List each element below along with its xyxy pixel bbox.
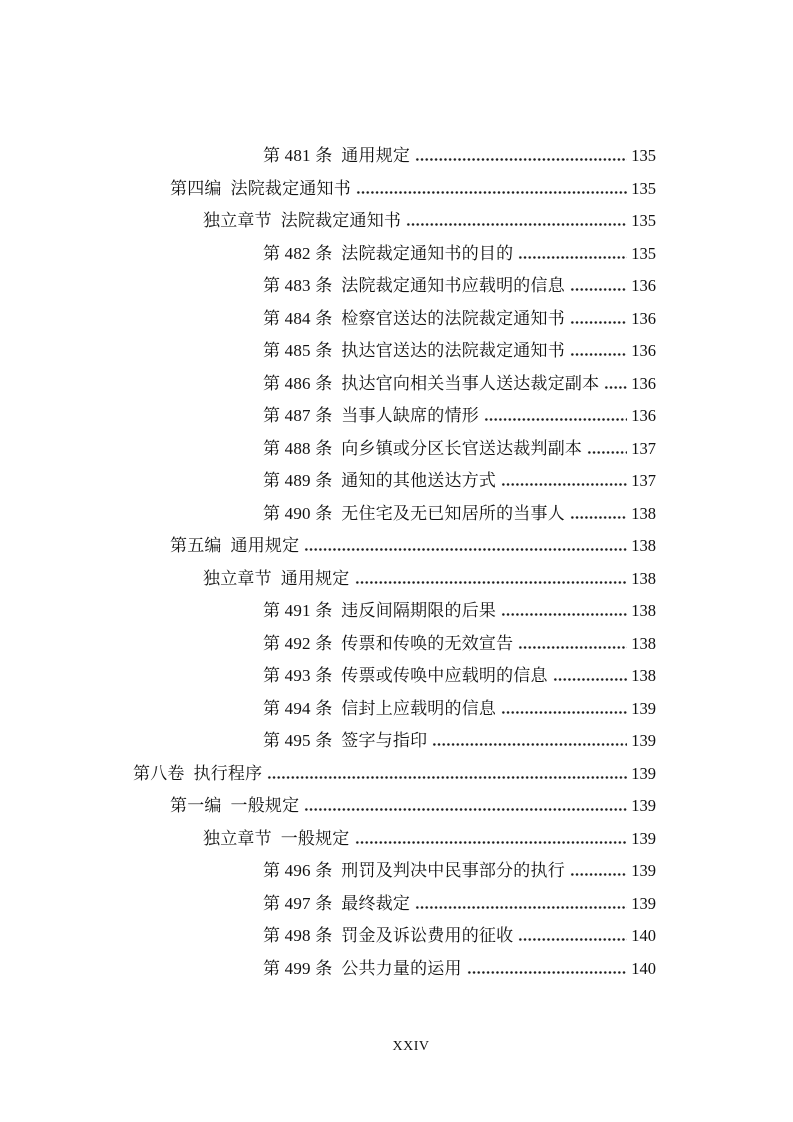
toc-entry [133, 205, 656, 238]
toc-entry [133, 855, 656, 888]
toc-entry-title: 第一编 一般规定 [170, 796, 300, 815]
toc-entry-title: 第 488 条 向乡镇或分区长官送达裁判副本 [263, 438, 583, 458]
dot-leader [587, 451, 627, 454]
dot-leader [484, 418, 627, 421]
toc-entry-page: 135 [631, 243, 656, 263]
toc-entry-title: 第 484 条 检察官送达的法院裁定通知书 [263, 308, 565, 328]
toc-entry-title: 第 497 条 最终裁定 [263, 893, 411, 913]
dot-leader [518, 938, 627, 941]
toc-entry [133, 953, 656, 986]
toc-entry-title: 独立章节 法院裁定通知书 [203, 211, 402, 230]
toc-entry-title: 第 486 条 执达官向相关当事人送达裁定副本 [263, 373, 600, 393]
toc-entry-page: 138 [631, 633, 656, 653]
dot-leader [406, 223, 627, 226]
toc-entry [133, 660, 656, 693]
footer-page-number: XXIV [392, 1039, 430, 1054]
dot-leader [304, 548, 627, 551]
toc-entry [133, 335, 656, 368]
toc-entry [133, 563, 656, 596]
toc-entry [133, 140, 656, 173]
toc-entry-title: 第八卷 执行程序 [133, 763, 263, 783]
toc-entry-page: 135 [631, 146, 656, 165]
dot-leader [355, 841, 628, 844]
toc-entry-page: 138 [631, 666, 656, 685]
toc-entry-title: 第 494 条 信封上应载明的信息 [263, 698, 497, 718]
toc-entry-page: 139 [631, 763, 656, 783]
toc-entry-page: 139 [631, 893, 656, 913]
toc-entry-page: 136 [631, 406, 656, 425]
toc-entry-page: 136 [631, 308, 656, 328]
dot-leader [304, 808, 627, 811]
toc-entry-page: 139 [631, 861, 656, 880]
toc-entry [133, 823, 656, 856]
toc-entry-title: 第 491 条 违反间隔期限的后果 [263, 601, 497, 620]
toc-entry-title: 独立章节 一般规定 [203, 828, 350, 848]
toc-entry-page: 140 [631, 926, 656, 945]
toc-entry [133, 465, 656, 498]
toc-entry-page: 136 [631, 373, 656, 393]
toc-entry [133, 888, 656, 921]
dot-leader [570, 353, 627, 356]
dot-leader [518, 256, 627, 259]
toc-entry-title: 第 499 条 公共力量的运用 [263, 958, 462, 978]
toc-entry [133, 920, 656, 953]
toc-entry-page: 139 [631, 698, 656, 718]
toc-entry-title: 独立章节 通用规定 [203, 568, 350, 588]
toc-entry-title: 第 490 条 无住宅及无已知居所的当事人 [263, 503, 565, 523]
toc-entry [133, 303, 656, 336]
dot-leader [553, 678, 628, 681]
toc-entry-page: 139 [631, 731, 656, 750]
toc-entry-title: 第 483 条 法院裁定通知书应载明的信息 [263, 276, 565, 295]
dot-leader [570, 288, 627, 291]
toc-entry [133, 400, 656, 433]
dot-leader [501, 711, 627, 714]
toc-entry-title: 第 487 条 当事人缺席的情形 [263, 406, 479, 425]
toc-entry [133, 758, 656, 791]
dot-leader [501, 613, 627, 616]
toc-entry-page: 135 [631, 178, 656, 198]
dot-leader [415, 906, 627, 909]
toc-entry-page: 136 [631, 276, 656, 295]
toc-entry-title: 第 481 条 通用规定 [263, 146, 411, 165]
toc-entry-title: 第四编 法院裁定通知书 [170, 178, 351, 198]
toc-entry-page: 135 [631, 211, 656, 230]
dot-leader [415, 158, 627, 161]
toc-entry-title: 第五编 通用规定 [170, 536, 300, 555]
toc-entry [133, 270, 656, 303]
toc-entry [133, 595, 656, 628]
dot-leader [355, 581, 628, 584]
dot-leader [570, 873, 627, 876]
dot-leader [467, 971, 628, 974]
dot-leader [267, 776, 627, 779]
toc-entry [133, 725, 656, 758]
toc-entry-page: 138 [631, 601, 656, 620]
toc-entry-title: 第 482 条 法院裁定通知书的目的 [263, 243, 514, 263]
toc-entry-page: 136 [631, 341, 656, 360]
toc-entry-page: 138 [631, 568, 656, 588]
toc-entry-title: 第 498 条 罚金及诉讼费用的征收 [263, 926, 514, 945]
dot-leader [356, 191, 627, 194]
toc-entry-page: 137 [631, 471, 656, 490]
toc-entry-page: 137 [631, 438, 656, 458]
dot-leader [570, 516, 627, 519]
toc-entry-title: 第 496 条 刑罚及判决中民事部分的执行 [263, 861, 565, 880]
toc-entry-title: 第 485 条 执达官送达的法院裁定通知书 [263, 341, 565, 360]
toc-entry-page: 138 [631, 503, 656, 523]
toc-entry [133, 368, 656, 401]
toc-entry [133, 498, 656, 531]
toc-entry-title: 第 489 条 通知的其他送达方式 [263, 471, 497, 490]
toc-entry [133, 433, 656, 466]
toc-entry-page: 140 [631, 958, 656, 978]
toc-entry-title: 第 495 条 签字与指印 [263, 731, 428, 750]
toc-entry [133, 693, 656, 726]
dot-leader [501, 483, 627, 486]
toc-entry [133, 628, 656, 661]
dot-leader [432, 743, 627, 746]
page-footer [133, 1038, 689, 1056]
toc-entry [133, 173, 656, 206]
table-of-contents [133, 140, 656, 985]
dot-leader [518, 646, 627, 649]
dot-leader [604, 386, 627, 389]
toc-entry-title: 第 492 条 传票和传唤的无效宣告 [263, 633, 514, 653]
toc-entry [133, 238, 656, 271]
toc-entry-title: 第 493 条 传票或传唤中应载明的信息 [263, 666, 548, 685]
toc-entry [133, 530, 656, 563]
dot-leader [570, 321, 627, 324]
toc-entry-page: 138 [631, 536, 656, 555]
toc-entry-page: 139 [631, 796, 656, 815]
toc-entry-page: 139 [631, 828, 656, 848]
toc-entry [133, 790, 656, 823]
